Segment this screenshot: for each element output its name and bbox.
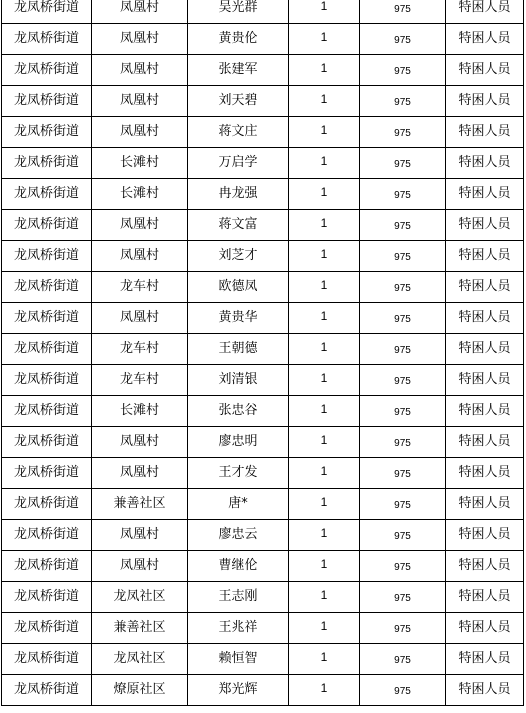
amount-cell: 975 (360, 551, 446, 582)
village-cell: 长滩村 (92, 396, 188, 427)
village-cell: 凤凰村 (92, 520, 188, 551)
street-cell: 龙凤桥街道 (2, 241, 92, 272)
village-cell: 兼善社区 (92, 489, 188, 520)
table-row (2, 520, 524, 551)
count-cell: 1 (289, 210, 360, 241)
amount-cell: 975 (360, 396, 446, 427)
street-cell: 龙凤桥街道 (2, 86, 92, 117)
village-cell: 凤凰村 (92, 117, 188, 148)
amount-cell: 975 (360, 520, 446, 551)
count-cell: 1 (289, 520, 360, 551)
category-cell: 特困人员 (446, 210, 524, 241)
table-body (2, 0, 524, 706)
category-cell: 特困人员 (446, 396, 524, 427)
village-cell: 凤凰村 (92, 55, 188, 86)
village-cell: 凤凰村 (92, 86, 188, 117)
count-cell: 1 (289, 117, 360, 148)
count-cell: 1 (289, 55, 360, 86)
name-cell: 黄贵华 (188, 303, 289, 334)
street-cell: 龙凤桥街道 (2, 582, 92, 613)
table-row (2, 241, 524, 272)
category-cell: 特困人员 (446, 272, 524, 303)
amount-cell: 975 (360, 458, 446, 489)
count-cell: 1 (289, 179, 360, 210)
amount-cell: 975 (360, 241, 446, 272)
table-row (2, 272, 524, 303)
category-cell: 特困人员 (446, 551, 524, 582)
name-cell: 冉龙强 (188, 179, 289, 210)
amount-cell: 975 (360, 210, 446, 241)
name-cell: 吴光群 (188, 0, 289, 24)
table-row (2, 55, 524, 86)
street-cell: 龙凤桥街道 (2, 427, 92, 458)
category-cell: 特困人员 (446, 644, 524, 675)
street-cell: 龙凤桥街道 (2, 675, 92, 706)
category-cell: 特困人员 (446, 241, 524, 272)
table-row (2, 396, 524, 427)
category-cell: 特困人员 (446, 520, 524, 551)
village-cell: 凤凰村 (92, 0, 188, 24)
amount-cell: 975 (360, 613, 446, 644)
table-row (2, 365, 524, 396)
name-cell: 赖恒智 (188, 644, 289, 675)
table-row (2, 24, 524, 55)
name-cell: 曹继伦 (188, 551, 289, 582)
amount-cell: 975 (360, 489, 446, 520)
category-cell: 特困人员 (446, 117, 524, 148)
name-cell: 张忠谷 (188, 396, 289, 427)
table-row (2, 148, 524, 179)
table-row (2, 117, 524, 148)
count-cell: 1 (289, 644, 360, 675)
name-cell: 唐* (188, 489, 289, 520)
village-cell: 凤凰村 (92, 551, 188, 582)
count-cell: 1 (289, 272, 360, 303)
street-cell: 龙凤桥街道 (2, 55, 92, 86)
category-cell: 特困人员 (446, 86, 524, 117)
count-cell: 1 (289, 0, 360, 24)
count-cell: 1 (289, 24, 360, 55)
table-row (2, 551, 524, 582)
count-cell: 1 (289, 582, 360, 613)
category-cell: 特困人员 (446, 582, 524, 613)
category-cell: 特困人员 (446, 55, 524, 86)
street-cell: 龙凤桥街道 (2, 396, 92, 427)
name-cell: 万启学 (188, 148, 289, 179)
category-cell: 特困人员 (446, 489, 524, 520)
name-cell: 欧德凤 (188, 272, 289, 303)
name-cell: 张建军 (188, 55, 289, 86)
table-row (2, 334, 524, 365)
category-cell: 特困人员 (446, 334, 524, 365)
count-cell: 1 (289, 148, 360, 179)
category-cell: 特困人员 (446, 427, 524, 458)
count-cell: 1 (289, 489, 360, 520)
name-cell: 廖忠云 (188, 520, 289, 551)
name-cell: 郑光辉 (188, 675, 289, 706)
village-cell: 龙车村 (92, 365, 188, 396)
village-cell: 凤凰村 (92, 210, 188, 241)
village-cell: 凤凰村 (92, 24, 188, 55)
amount-cell: 975 (360, 117, 446, 148)
count-cell: 1 (289, 334, 360, 365)
amount-cell: 975 (360, 365, 446, 396)
street-cell: 龙凤桥街道 (2, 458, 92, 489)
category-cell: 特困人员 (446, 179, 524, 210)
street-cell: 龙凤桥街道 (2, 489, 92, 520)
count-cell: 1 (289, 427, 360, 458)
category-cell: 特困人员 (446, 675, 524, 706)
count-cell: 1 (289, 458, 360, 489)
amount-cell: 975 (360, 0, 446, 24)
village-cell: 凤凰村 (92, 427, 188, 458)
name-cell: 黄贵伦 (188, 24, 289, 55)
category-cell: 特困人员 (446, 303, 524, 334)
amount-cell: 975 (360, 55, 446, 86)
category-cell: 特困人员 (446, 24, 524, 55)
street-cell: 龙凤桥街道 (2, 613, 92, 644)
amount-cell: 975 (360, 675, 446, 706)
village-cell: 龙凤社区 (92, 582, 188, 613)
street-cell: 龙凤桥街道 (2, 520, 92, 551)
village-cell: 凤凰村 (92, 458, 188, 489)
table-row (2, 489, 524, 520)
street-cell: 龙凤桥街道 (2, 365, 92, 396)
category-cell: 特困人员 (446, 365, 524, 396)
name-cell: 廖忠明 (188, 427, 289, 458)
name-cell: 王志刚 (188, 582, 289, 613)
village-cell: 长滩村 (92, 148, 188, 179)
name-cell: 刘天碧 (188, 86, 289, 117)
amount-cell: 975 (360, 179, 446, 210)
amount-cell: 975 (360, 86, 446, 117)
table-row (2, 179, 524, 210)
street-cell: 龙凤桥街道 (2, 148, 92, 179)
street-cell: 龙凤桥街道 (2, 0, 92, 24)
street-cell: 龙凤桥街道 (2, 551, 92, 582)
village-cell: 凤凰村 (92, 303, 188, 334)
street-cell: 龙凤桥街道 (2, 644, 92, 675)
street-cell: 龙凤桥街道 (2, 303, 92, 334)
count-cell: 1 (289, 551, 360, 582)
table-row (2, 0, 524, 24)
table-row (2, 582, 524, 613)
street-cell: 龙凤桥街道 (2, 117, 92, 148)
street-cell: 龙凤桥街道 (2, 334, 92, 365)
category-cell: 特困人员 (446, 0, 524, 24)
count-cell: 1 (289, 86, 360, 117)
amount-cell: 975 (360, 582, 446, 613)
table-row (2, 458, 524, 489)
amount-cell: 975 (360, 334, 446, 365)
category-cell: 特困人员 (446, 148, 524, 179)
count-cell: 1 (289, 675, 360, 706)
village-cell: 龙车村 (92, 334, 188, 365)
table-row (2, 303, 524, 334)
village-cell: 兼善社区 (92, 613, 188, 644)
village-cell: 燎原社区 (92, 675, 188, 706)
street-cell: 龙凤桥街道 (2, 24, 92, 55)
amount-cell: 975 (360, 644, 446, 675)
street-cell: 龙凤桥街道 (2, 210, 92, 241)
amount-cell: 975 (360, 427, 446, 458)
table-row (2, 427, 524, 458)
amount-cell: 975 (360, 24, 446, 55)
table-row (2, 86, 524, 117)
category-cell: 特困人员 (446, 458, 524, 489)
amount-cell: 975 (360, 303, 446, 334)
name-cell: 蒋文庄 (188, 117, 289, 148)
count-cell: 1 (289, 303, 360, 334)
count-cell: 1 (289, 365, 360, 396)
table-row (2, 210, 524, 241)
name-cell: 刘芝才 (188, 241, 289, 272)
village-cell: 龙凤社区 (92, 644, 188, 675)
count-cell: 1 (289, 241, 360, 272)
category-cell: 特困人员 (446, 613, 524, 644)
count-cell: 1 (289, 613, 360, 644)
village-cell: 凤凰村 (92, 241, 188, 272)
name-cell: 王才发 (188, 458, 289, 489)
village-cell: 龙车村 (92, 272, 188, 303)
relief-recipients-table (1, 0, 524, 706)
street-cell: 龙凤桥街道 (2, 179, 92, 210)
village-cell: 长滩村 (92, 179, 188, 210)
name-cell: 王兆祥 (188, 613, 289, 644)
name-cell: 刘清银 (188, 365, 289, 396)
name-cell: 蒋文富 (188, 210, 289, 241)
street-cell: 龙凤桥街道 (2, 272, 92, 303)
amount-cell: 975 (360, 272, 446, 303)
count-cell: 1 (289, 396, 360, 427)
table-row (2, 675, 524, 706)
table-row (2, 644, 524, 675)
amount-cell: 975 (360, 148, 446, 179)
table-row (2, 613, 524, 644)
name-cell: 王朝德 (188, 334, 289, 365)
